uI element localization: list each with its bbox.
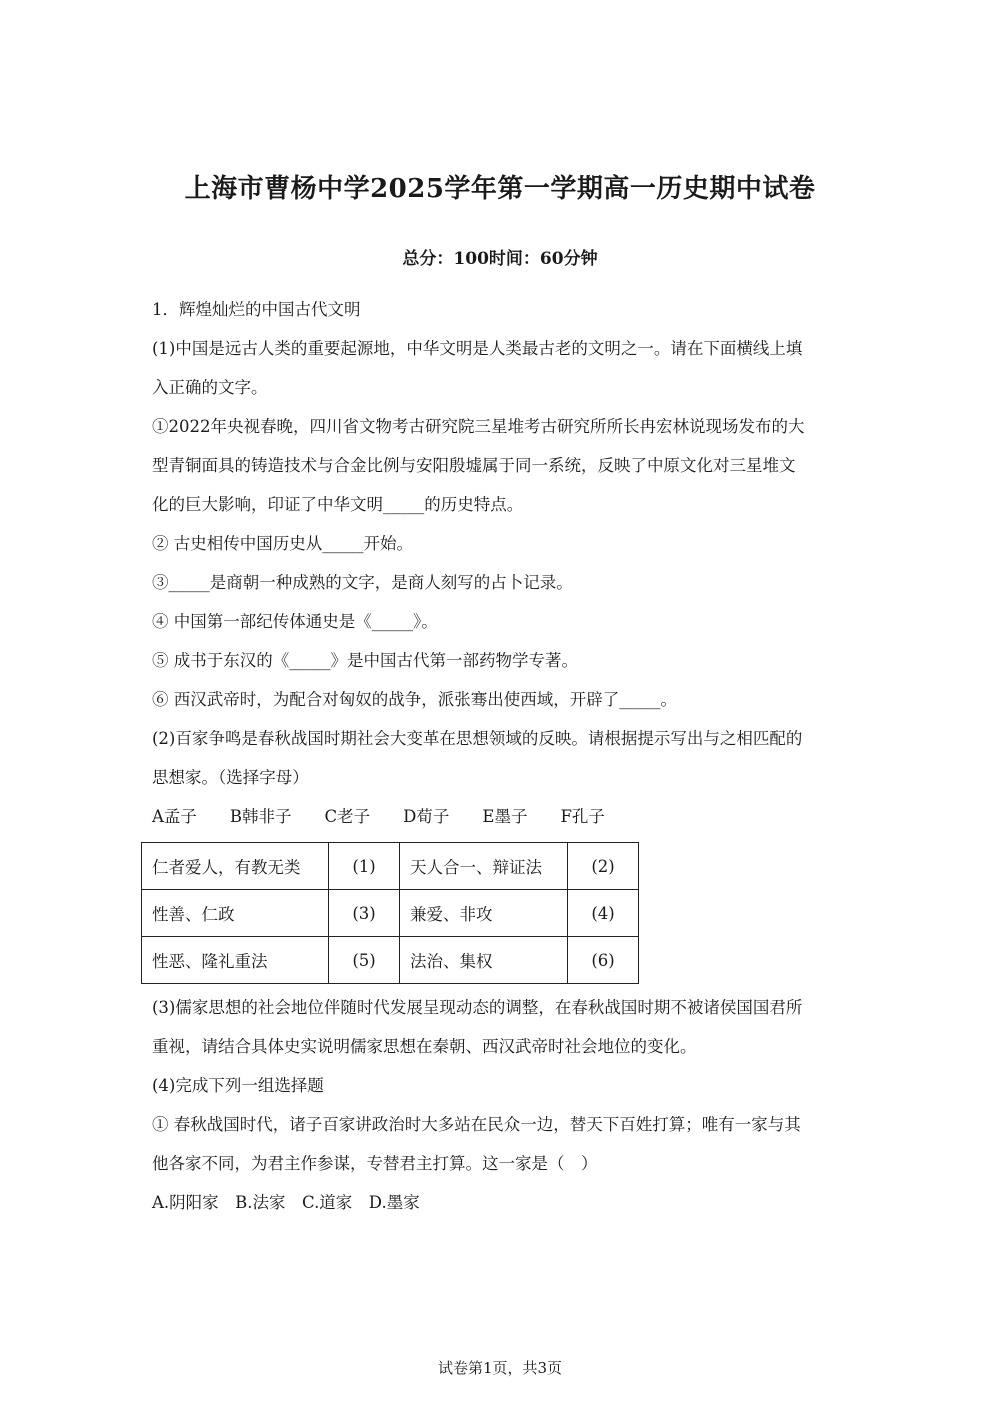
- table-cell: (2): [568, 843, 639, 890]
- table-cell: 天人合一、辩证法: [400, 843, 568, 890]
- question-text: (4)完成下列一组选择题: [152, 1076, 324, 1095]
- question-text: ④ 中国第一部纪传体通史是《_____》。: [152, 612, 438, 631]
- question-text: 型青铜面具的铸造技术与合金比例与安阳殷墟属于同一系统，反映了中原文化对三星堆文: [152, 456, 796, 475]
- table-cell: (6): [568, 937, 639, 984]
- page-title: 上海市曹杨中学2025学年第一学期高一历史期中试卷: [184, 174, 816, 204]
- table-row: [142, 890, 639, 937]
- matching-table: [141, 842, 639, 984]
- question-text: (2)百家争鸣是春秋战国时期社会大变革在思想领域的反映。请根据提示写出与之相匹配的: [152, 729, 803, 748]
- table-cell: 性恶、隆礼重法: [142, 937, 329, 984]
- table-cell: 兼爱、非攻: [400, 890, 568, 937]
- question-text: 入正确的文字。: [152, 378, 268, 397]
- table-cell: (3): [329, 890, 400, 937]
- question-text: (3)儒家思想的社会地位伴随时代发展呈现动态的调整，在春秋战国时期不被诸侯国国君所: [152, 998, 803, 1017]
- question-text: ⑥ 西汉武帝时，为配合对匈奴的战争，派张骞出使西域，开辟了_____。: [152, 690, 677, 709]
- options-line: A孟子 B韩非子 C老子 D荀子 E墨子 F孔子: [152, 807, 605, 826]
- table-row: [142, 937, 639, 984]
- question-text: 化的巨大影响，印证了中华文明_____的历史特点。: [152, 495, 524, 514]
- exam-info: 总分：100时间：60分钟: [402, 249, 598, 269]
- question-text: 他各家不同，为君主作参谋，专替君主打算。这一家是（ ）: [152, 1154, 598, 1173]
- question-text: ⑤ 成书于东汉的《_____》是中国古代第一部药物学专著。: [152, 651, 578, 670]
- table-cell: (4): [568, 890, 639, 937]
- page-footer: 试卷第1页，共3页: [437, 1359, 563, 1377]
- question-text: ① 春秋战国时代，诸子百家讲政治时大多站在民众一边，替天下百姓打算；唯有一家与其: [152, 1115, 801, 1134]
- table-cell: 仁者爱人，有教无类: [142, 843, 329, 890]
- question-text: ② 古史相传中国历史从_____开始。: [152, 534, 413, 553]
- question-text: (1)中国是远古人类的重要起源地，中华文明是人类最古老的文明之一。请在下面横线上填: [152, 339, 803, 358]
- question-text: ①2022年央视春晚，四川省文物考古研究院三星堆考古研究所所长冉宏林说现场发布的大: [152, 417, 805, 436]
- question-text: 思想家。（选择字母）: [152, 768, 309, 787]
- table-row: [142, 843, 639, 890]
- question-heading: 1．辉煌灿烂的中国古代文明: [152, 300, 361, 319]
- table-cell: (1): [329, 843, 400, 890]
- choice-options: A.阴阳家 B.法家 C.道家 D.墨家: [152, 1193, 420, 1212]
- table-cell: 法治、集权: [400, 937, 568, 984]
- table-cell: (5): [329, 937, 400, 984]
- question-text: ③_____是商朝一种成熟的文字，是商人刻写的占卜记录。: [152, 573, 573, 592]
- question-text: 重视，请结合具体史实说明儒家思想在秦朝、西汉武帝时社会地位的变化。: [152, 1037, 697, 1056]
- table-cell: 性善、仁政: [142, 890, 329, 937]
